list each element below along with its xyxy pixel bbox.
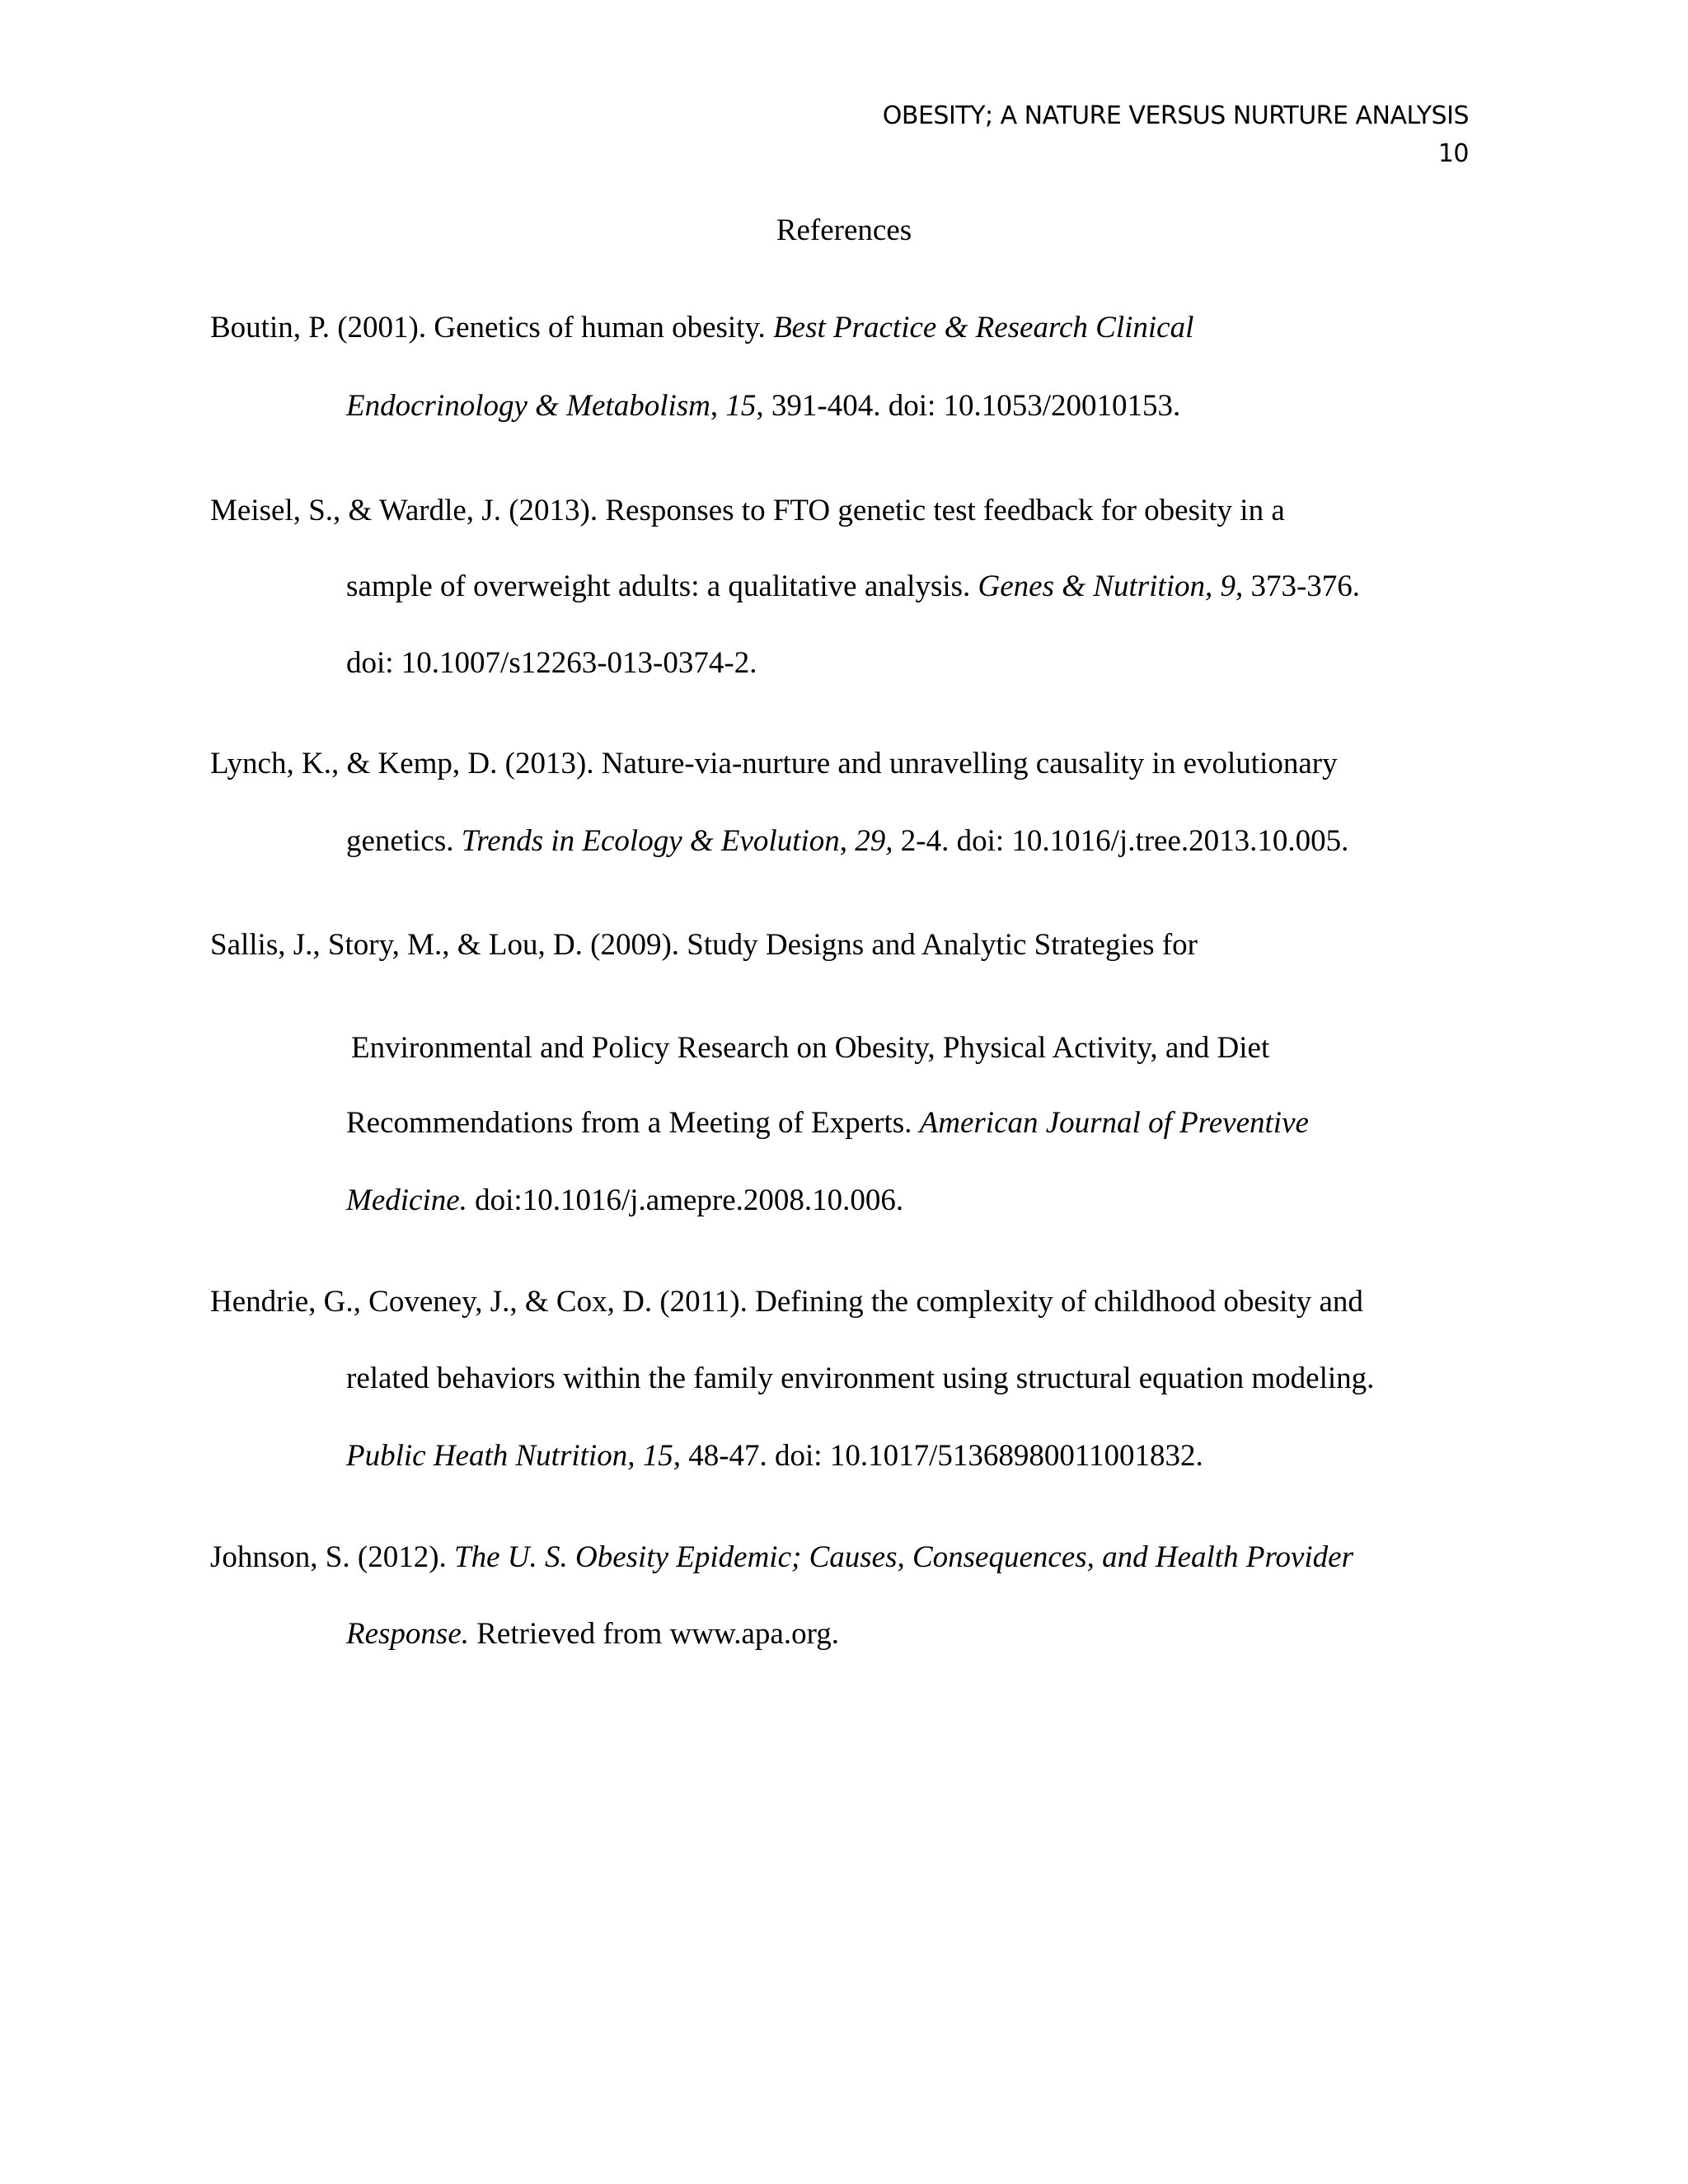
reference-journal: Public Heath Nutrition, 15, [346,1439,681,1473]
reference-meisel-line-2 [346,562,1360,612]
reference-text: 2-4. doi: 10.1016/j.tree.2013.10.005. [893,824,1349,858]
reference-text: , [710,389,726,423]
reference-text: Retrieved from www.apa.org. [469,1617,840,1651]
reference-text: Johnson, S. (2012). [210,1540,455,1574]
reference-journal: American Journal of Preventive [919,1106,1309,1140]
reference-sallis-line-1 [210,921,1198,970]
reference-text: Recommendations from a Meeting of Experts. [346,1106,920,1140]
reference-text: genetics. [346,824,462,858]
reference-text: 373-376. [1243,569,1361,603]
reference-sallis-line-4 [346,1176,903,1226]
reference-meisel-line-1 [210,486,1285,536]
reference-hendrie-line-1 [210,1277,1363,1327]
reference-hendrie-line-2 [346,1354,1374,1404]
reference-text: , 391-404. doi: 10.1053/20010153. [756,389,1181,423]
reference-sallis-line-2 [351,1024,1269,1073]
reference-text: Lynch, K., & Kemp, D. (2013). Nature-via-nurture and unravelling causality in evolutionary [210,747,1338,780]
reference-meisel-line-3 [346,639,757,688]
reference-text: Boutin, P. (2001). Genetics of human obesity. [210,311,774,344]
running-title: OBESITY; A NATURE VERSUS NURTURE ANALYSIS [882,101,1469,130]
reference-journal: Endocrinology & Metabolism [346,389,710,423]
reference-doi: doi: 10.1007/s12263-013-0374-2. [346,646,757,680]
reference-volume: 15 [725,389,757,423]
reference-text: Sallis, J., Story, M., & Lou, D. (2009). Study Designs and Analytic Strategies for [210,928,1198,962]
reference-journal: Genes & Nutrition, 9, [978,569,1244,603]
reference-text: related behaviors within the family environment using structural equation modeling. [346,1361,1375,1395]
reference-text: Hendrie, G., Coveney, J., & Cox, D. (2011). Defining the complexity of childhood obesity and [210,1285,1363,1319]
reference-johnson-line-2 [346,1610,839,1659]
reference-hendrie-line-3 [346,1432,1203,1481]
reference-journal: Best Practice & Research Clinical [773,311,1194,344]
reference-sallis-line-3 [346,1099,1309,1148]
reference-boutin-line-2 [346,382,1180,431]
reference-boutin-line-1 [210,303,1193,353]
reference-title: Response. [346,1617,469,1651]
reference-text: 48-47. doi: 10.1017/51368980011001832. [680,1439,1203,1473]
running-head [645,97,1469,173]
reference-johnson-line-1 [210,1533,1353,1582]
reference-lynch-line-1 [210,739,1338,789]
reference-journal: Medicine. [346,1183,467,1217]
reference-text: Environmental and Policy Research on Obesity, Physical Activity, and Diet [351,1031,1270,1065]
page-number: 10 [1437,139,1469,168]
references-heading: References [776,213,912,247]
reference-text: sample of overweight adults: a qualitative analysis. [346,569,978,603]
reference-text: Meisel, S., & Wardle, J. (2013). Responses to FTO genetic test feedback for obesity in a [210,494,1285,527]
reference-journal: Trends in Ecology & Evolution, 29, [461,824,893,858]
reference-title: The U. S. Obesity Epidemic; Causes, Consequences, and Health Provider [454,1540,1353,1574]
reference-doi: doi:10.1016/j.amepre.2008.10.006. [467,1183,904,1217]
reference-lynch-line-2 [346,817,1348,866]
